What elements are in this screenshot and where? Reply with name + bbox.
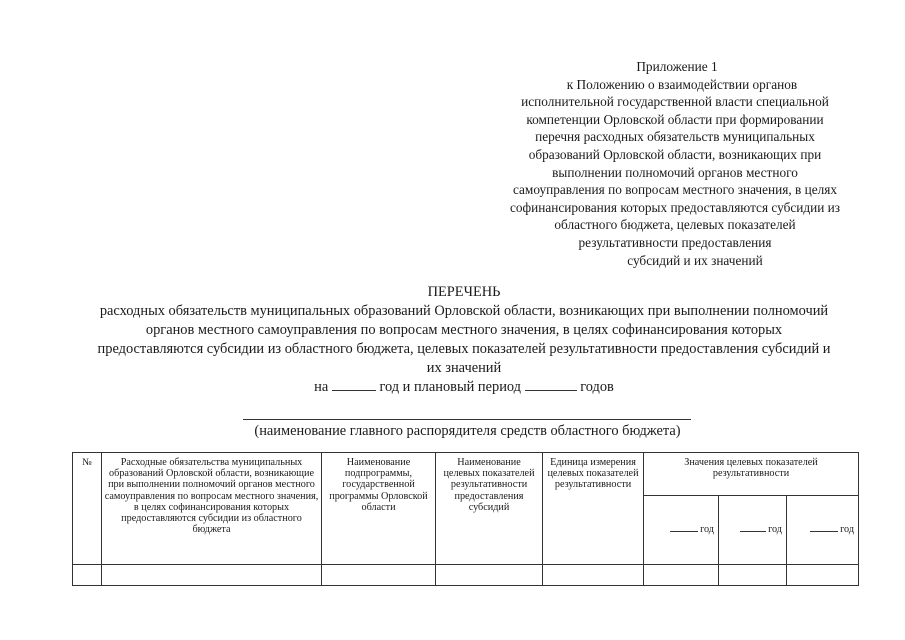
appendix-line: выполнении полномочий органов местного <box>552 164 798 180</box>
appendix-line: самоуправления по вопросам местного значения, в целях <box>512 182 838 198</box>
period-suffix: годов <box>580 379 614 395</box>
header-values: Значения целевых показателей результативности <box>644 453 859 496</box>
header-subprogram: Наименование подпрограммы, государственной программы Орловской области <box>322 453 436 565</box>
org-name-line <box>243 419 691 420</box>
period-line <box>60 378 868 397</box>
org-name-caption: (наименование главного распорядителя средств областного бюджета) <box>254 423 681 439</box>
table-cell <box>322 564 436 585</box>
appendix-line: субсидий и их значений <box>627 252 763 268</box>
table-cell <box>543 564 644 585</box>
year-col-1 <box>644 496 719 565</box>
header-unit: Единица измерения целевых показателей результативности <box>543 453 644 565</box>
appendix-line: компетенции Орловской области при формировании <box>526 111 824 127</box>
appendix-line: перечня расходных обязательств муниципальных <box>535 129 815 145</box>
year-label: год <box>840 524 855 536</box>
appendix-line: результативности предоставления <box>578 234 772 250</box>
header-indicator: Наименование целевых показателей результативности предоставления субсидий <box>436 453 543 565</box>
year-label: год <box>768 524 782 536</box>
appendix-header <box>455 58 895 269</box>
appendix-line: к Положению о взаимодействии органов <box>566 76 798 92</box>
year-blank <box>810 531 838 532</box>
appendix-line: областного бюджета, целевых показателей <box>554 217 796 233</box>
table-row <box>73 564 859 585</box>
year-col-3 <box>787 496 859 565</box>
title-line: расходных обязательств муниципальных образований Орловской области, возникающих при выполнении полномочий <box>99 303 829 319</box>
table-cell <box>73 564 102 585</box>
table-cell <box>719 564 787 585</box>
obligations-table <box>72 452 859 586</box>
title-line: предоставляются субсидии из областного бюджета, целевых показателей результативности предоставления субсидий и <box>97 341 831 357</box>
appendix-line: образований Орловской области, возникающих при <box>528 146 822 162</box>
period-prefix: на <box>314 379 329 395</box>
table-cell <box>644 564 719 585</box>
table-cell <box>787 564 859 585</box>
year-blank <box>332 390 376 391</box>
year-label: год <box>700 524 714 536</box>
document-title <box>60 283 868 397</box>
title-line: органов местного самоуправления по вопросам местного значения, в целях софинансирования которых <box>145 322 783 338</box>
year-col-2 <box>719 496 787 565</box>
planning-year-blank <box>525 390 577 391</box>
table-cell <box>102 564 322 585</box>
title-line: их значений <box>426 360 502 376</box>
appendix-line: исполнительной государственной власти специальной <box>521 94 829 110</box>
appendix-line: Приложение 1 <box>636 59 718 74</box>
year-blank <box>740 531 766 532</box>
title-heading: ПЕРЕЧЕНЬ <box>427 284 501 300</box>
header-obligations: Расходные обязательства муниципальных образований Орловской области, возникающие при выполнении полномочий органов местного самоуправления по вопросам местного значения, в целях софинансирования которых предоставляются субсидии из областного бюджета <box>102 453 322 565</box>
table-cell <box>436 564 543 585</box>
year-blank <box>670 531 698 532</box>
header-number: № <box>73 453 102 565</box>
appendix-line: софинансирования которых предоставляются субсидии из <box>509 199 841 215</box>
period-mid: год и плановый период <box>379 379 521 395</box>
